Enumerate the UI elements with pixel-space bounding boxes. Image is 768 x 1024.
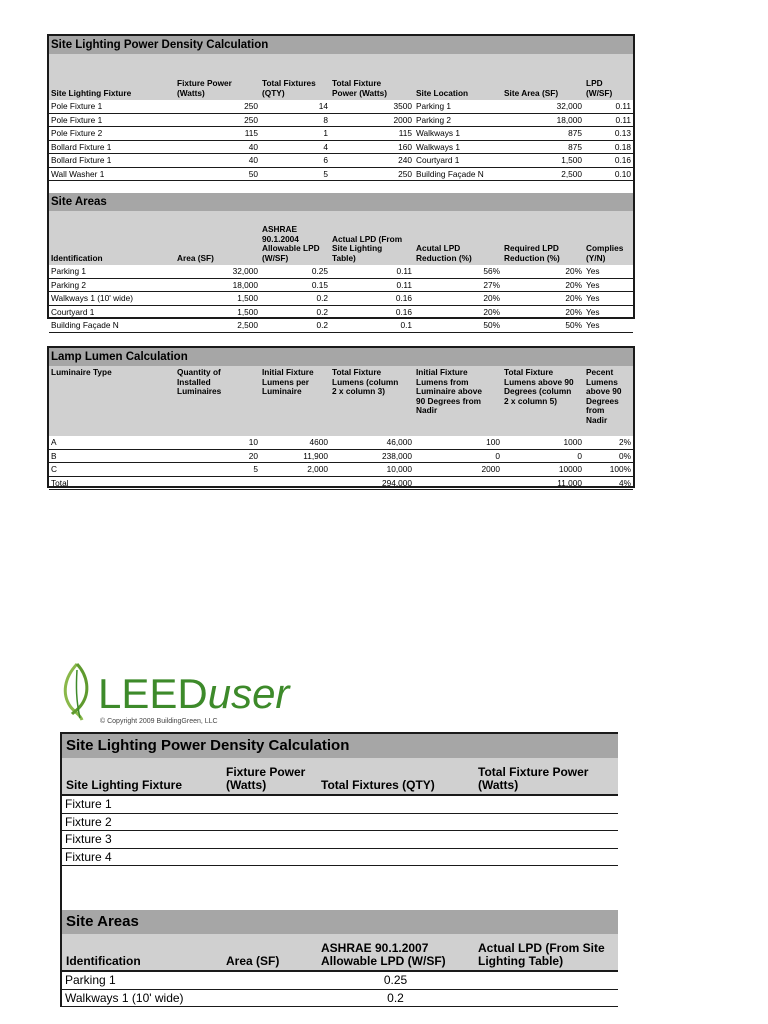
zoom-header-cell: Identification bbox=[66, 954, 141, 968]
table-cell: 32,000 bbox=[556, 101, 582, 111]
table-cell: 3500 bbox=[393, 101, 412, 111]
table2-header bbox=[49, 211, 633, 265]
table-row bbox=[49, 477, 633, 491]
table-cell: 0.13 bbox=[614, 128, 631, 138]
table-cell: 6 bbox=[323, 155, 328, 165]
table-row bbox=[62, 972, 618, 990]
table-cell: Yes bbox=[586, 320, 600, 330]
table2-body bbox=[49, 265, 633, 333]
table-row bbox=[49, 292, 633, 306]
table-cell: 0% bbox=[619, 450, 631, 461]
table3-header-cell: Total Fixture Lumens (column 2 x column 3) bbox=[332, 367, 399, 396]
table-cell: 875 bbox=[568, 141, 582, 152]
table-cell: Yes bbox=[586, 293, 600, 303]
table-cell: Parking 1 bbox=[416, 101, 452, 111]
table-cell bbox=[317, 814, 474, 831]
table1-header-cell: Site Location bbox=[416, 87, 469, 98]
table-cell: Total bbox=[51, 477, 69, 488]
table-cell bbox=[222, 849, 317, 866]
zoom-header-cell: Site Lighting Fixture bbox=[66, 778, 182, 792]
table1-body bbox=[49, 100, 633, 181]
table-cell bbox=[317, 831, 474, 848]
table-cell: 0.11 bbox=[615, 101, 631, 111]
table-cell bbox=[260, 477, 330, 490]
table-row bbox=[49, 319, 633, 333]
table-row bbox=[62, 849, 618, 867]
table-cell: 0.2 bbox=[387, 990, 404, 1005]
table-row bbox=[62, 796, 618, 814]
table3-header-cell: Initial Fixture Lumens from Luminaire above 90 Degrees from Nadir bbox=[416, 367, 482, 415]
table-cell: 50% bbox=[483, 320, 500, 330]
gap bbox=[49, 181, 633, 193]
table-cell: Fixture 2 bbox=[65, 814, 112, 829]
zoom-header-cell: Total Fixtures (QTY) bbox=[321, 778, 435, 792]
table-row bbox=[62, 814, 618, 832]
table-cell bbox=[175, 477, 260, 490]
table-cell: 100 bbox=[486, 437, 500, 447]
table2-header-cell: ASHRAE 90.1.2004 Allowable LPD (W/SF) bbox=[262, 224, 320, 263]
zoom-header-cell: Area (SF) bbox=[226, 954, 280, 968]
table2-header-cell: Actual LPD (From Site Lighting Table) bbox=[332, 233, 403, 263]
zoom-header-cell: Actual LPD (From Site Lighting Table) bbox=[478, 941, 605, 968]
table3-body bbox=[49, 436, 633, 490]
logo-text-italic: user bbox=[207, 670, 290, 717]
table-row bbox=[49, 114, 633, 128]
table-cell: 0.11 bbox=[396, 266, 412, 276]
table-cell: 2,500 bbox=[561, 168, 582, 179]
table-cell: 20% bbox=[483, 293, 500, 303]
table-cell: A bbox=[51, 437, 57, 447]
table-cell: 10 bbox=[248, 437, 258, 447]
table-cell: 20 bbox=[248, 450, 258, 461]
table-cell: 2000 bbox=[393, 114, 412, 125]
table-cell: 10000 bbox=[558, 464, 582, 474]
leeduser-logo bbox=[60, 656, 320, 730]
table1-header-cell: Total Fixtures (QTY) bbox=[262, 78, 316, 98]
table1-header-cell: Site Lighting Fixture bbox=[51, 87, 132, 98]
table-cell: Walkways 1 bbox=[416, 128, 460, 138]
table3-header-cell: Luminaire Type bbox=[51, 367, 112, 377]
table-cell: 0.11 bbox=[615, 114, 631, 125]
table-cell: 5 bbox=[253, 464, 258, 474]
table3-header-cell: Quantity of Installed Luminaires bbox=[177, 367, 222, 396]
table-cell: 0.2 bbox=[316, 293, 328, 303]
table-cell: Fixture 4 bbox=[65, 849, 112, 864]
table-cell: 0.10 bbox=[614, 168, 631, 179]
table-cell: 0.1 bbox=[400, 320, 412, 330]
table-cell: 0 bbox=[577, 450, 582, 461]
table-cell: Parking 1 bbox=[65, 973, 116, 987]
table-row bbox=[62, 990, 618, 1008]
lamp-lumen-sheet bbox=[47, 346, 635, 488]
table3-header-cell: Total Fixture Lumens above 90 Degrees (column 2 x column 5) bbox=[504, 367, 574, 406]
table-cell: 1,500 bbox=[237, 293, 258, 303]
table-row bbox=[62, 831, 618, 849]
table-cell bbox=[474, 831, 618, 848]
table-cell: Pole Fixture 2 bbox=[51, 128, 103, 138]
table-cell: Yes bbox=[586, 279, 600, 290]
table-cell: B bbox=[51, 450, 57, 461]
table-cell: 0 bbox=[495, 450, 500, 461]
table-cell: 0.15 bbox=[311, 279, 328, 290]
table-cell: 27% bbox=[483, 279, 500, 290]
table1-header-cell: LPD (W/SF) bbox=[586, 78, 613, 98]
table-row bbox=[49, 279, 633, 293]
site-lighting-sheet bbox=[47, 34, 635, 330]
table-cell: 11,900 bbox=[303, 450, 328, 461]
table-cell: 14 bbox=[318, 101, 328, 111]
table-cell: 8 bbox=[323, 114, 328, 125]
table-cell: 0.18 bbox=[614, 141, 631, 152]
table-cell: 1000 bbox=[563, 437, 582, 447]
table-cell: 18,000 bbox=[232, 279, 258, 290]
table-row bbox=[49, 127, 633, 141]
table-cell bbox=[474, 814, 618, 831]
zoom-body2 bbox=[62, 972, 618, 1007]
table-cell: Yes bbox=[586, 266, 600, 276]
table-cell: 115 bbox=[244, 128, 258, 138]
table-row bbox=[49, 154, 633, 168]
table-cell: Pole Fixture 1 bbox=[51, 114, 103, 125]
table2-header-cell: Complies (Y/N) bbox=[586, 243, 624, 263]
table-cell bbox=[222, 831, 317, 848]
table-cell: 0.25 bbox=[383, 973, 408, 987]
table-cell: Courtyard 1 bbox=[51, 306, 95, 317]
table-cell: 294,000 bbox=[382, 477, 412, 488]
table1-header-cell: Site Area (SF) bbox=[504, 87, 559, 98]
table-cell bbox=[474, 796, 618, 813]
table-row bbox=[49, 100, 633, 114]
table2-title: Site Areas bbox=[49, 193, 633, 211]
table-cell: Building Façade N bbox=[416, 168, 484, 179]
table-row bbox=[49, 265, 633, 279]
gap bbox=[62, 866, 618, 910]
table-cell: Parking 1 bbox=[51, 266, 87, 276]
table-cell: 4600 bbox=[309, 437, 328, 447]
table-cell bbox=[317, 849, 474, 866]
table-cell: 4 bbox=[323, 141, 328, 152]
table-cell: 238,000 bbox=[382, 450, 412, 461]
table-cell: 20% bbox=[483, 306, 500, 317]
table-cell: 1,500 bbox=[237, 306, 258, 317]
table-cell: Bollard Fixture 1 bbox=[51, 141, 112, 152]
table-cell: 40 bbox=[248, 155, 258, 165]
table2-header-cell: Identification bbox=[51, 252, 103, 263]
table-cell: 20% bbox=[565, 266, 582, 276]
table1-header-cell: Fixture Power (Watts) bbox=[177, 78, 232, 98]
copyright-text: © Copyright 2009 BuildingGreen, LLC bbox=[100, 718, 218, 725]
table-cell: 0.16 bbox=[614, 155, 631, 165]
table-cell: 1,500 bbox=[561, 155, 582, 165]
table-cell: 20% bbox=[565, 293, 582, 303]
table-cell: 50% bbox=[565, 320, 582, 330]
table-cell: 10,000 bbox=[386, 464, 412, 474]
zoom-header-cell: Fixture Power (Watts) bbox=[226, 765, 306, 792]
table3-title: Lamp Lumen Calculation bbox=[49, 348, 633, 366]
table-cell: 20% bbox=[565, 306, 582, 317]
table-cell: 160 bbox=[398, 141, 412, 152]
zoom-title1: Site Lighting Power Density Calculation bbox=[62, 732, 618, 758]
table1-header-cell: Total Fixture Power (Watts) bbox=[332, 78, 388, 98]
table1-header bbox=[49, 54, 633, 100]
table-cell: Fixture 1 bbox=[65, 797, 112, 811]
table-cell: Yes bbox=[586, 306, 600, 317]
table-cell: 100% bbox=[609, 464, 631, 474]
table-row bbox=[49, 168, 633, 182]
table-row bbox=[49, 306, 633, 320]
table-cell: 0.11 bbox=[396, 279, 412, 290]
table-cell: 40 bbox=[248, 141, 258, 152]
table-cell bbox=[474, 972, 618, 989]
table-cell: Building Façade N bbox=[51, 320, 119, 330]
table-cell: 0.16 bbox=[395, 306, 412, 317]
table-cell: 20% bbox=[565, 279, 582, 290]
table-cell bbox=[474, 849, 618, 866]
table-cell: 2000 bbox=[481, 464, 500, 474]
table2-header-cell: Acutal LPD Reduction (%) bbox=[416, 243, 472, 263]
table2-header-cell: Area (SF) bbox=[177, 252, 214, 263]
table-cell: 2,000 bbox=[307, 464, 328, 474]
table-cell: Bollard Fixture 1 bbox=[51, 155, 112, 165]
table-cell: 1 bbox=[323, 128, 328, 138]
table-cell: 18,000 bbox=[556, 114, 582, 125]
table1-title: Site Lighting Power Density Calculation bbox=[49, 36, 633, 54]
zoom-header1 bbox=[62, 758, 618, 796]
table-cell: 250 bbox=[244, 114, 258, 125]
zoom-header-cell: Total Fixture Power (Watts) bbox=[478, 765, 589, 792]
table-cell: 0.25 bbox=[311, 266, 328, 276]
logo-text-main: LEED bbox=[98, 670, 208, 717]
table-cell: 2,500 bbox=[237, 320, 258, 330]
table-cell: Parking 2 bbox=[51, 279, 87, 290]
table-cell: 4% bbox=[619, 477, 631, 488]
table-cell bbox=[414, 477, 502, 490]
table-cell bbox=[474, 990, 618, 1007]
table-cell: 50 bbox=[248, 168, 258, 179]
table-cell: Pole Fixture 1 bbox=[51, 101, 103, 111]
table-row bbox=[49, 141, 633, 155]
table-cell: 32,000 bbox=[232, 266, 258, 276]
table-cell bbox=[222, 814, 317, 831]
table-row bbox=[49, 436, 633, 450]
table-cell: 11,000 bbox=[557, 477, 582, 488]
table3-header-cell: Initial Fixture Lumens per Luminaire bbox=[262, 367, 314, 396]
table-cell: 0.2 bbox=[316, 306, 328, 317]
logo-wordmark bbox=[98, 670, 289, 718]
zoom-title2: Site Areas bbox=[62, 910, 618, 934]
table-cell: 250 bbox=[398, 168, 412, 179]
table-cell: C bbox=[51, 464, 57, 474]
table-cell: 115 bbox=[398, 128, 412, 138]
table-cell: Courtyard 1 bbox=[416, 155, 460, 165]
table-cell: 240 bbox=[398, 155, 412, 165]
table-cell: 2% bbox=[619, 437, 631, 447]
zoom-header2 bbox=[62, 934, 618, 972]
zoomed-sheet bbox=[60, 732, 618, 1007]
table-cell: Walkways 1 (10' wide) bbox=[51, 293, 133, 303]
table3-header bbox=[49, 366, 633, 436]
leaf-icon bbox=[60, 662, 94, 722]
zoom-header-cell: ASHRAE 90.1.2007 Allowable LPD (W/SF) bbox=[321, 941, 446, 968]
table-cell: 5 bbox=[323, 168, 328, 179]
table3-header-cell: Pecent Lumens above 90 Degrees from Nadir bbox=[586, 367, 622, 425]
table-row bbox=[49, 450, 633, 464]
table-cell: Wall Washer 1 bbox=[51, 168, 105, 179]
table-cell bbox=[317, 796, 474, 813]
table-cell: 0.16 bbox=[395, 293, 412, 303]
table-cell: Parking 2 bbox=[416, 114, 452, 125]
table-row bbox=[49, 463, 633, 477]
table-cell: 0.2 bbox=[316, 320, 328, 330]
table-cell: 250 bbox=[244, 101, 258, 111]
table-cell: Walkways 1 (10' wide) bbox=[65, 990, 184, 1005]
zoom-body1 bbox=[62, 796, 618, 866]
table-cell: 46,000 bbox=[386, 437, 412, 447]
table-cell: Walkways 1 bbox=[416, 141, 460, 152]
table-cell: Fixture 3 bbox=[65, 832, 112, 846]
table-cell bbox=[222, 990, 317, 1007]
table2-header-cell: Required LPD Reduction (%) bbox=[504, 243, 560, 263]
table-cell bbox=[222, 796, 317, 813]
table-cell bbox=[222, 972, 317, 989]
table-cell: 875 bbox=[568, 128, 582, 138]
table-cell: 56% bbox=[483, 266, 500, 276]
